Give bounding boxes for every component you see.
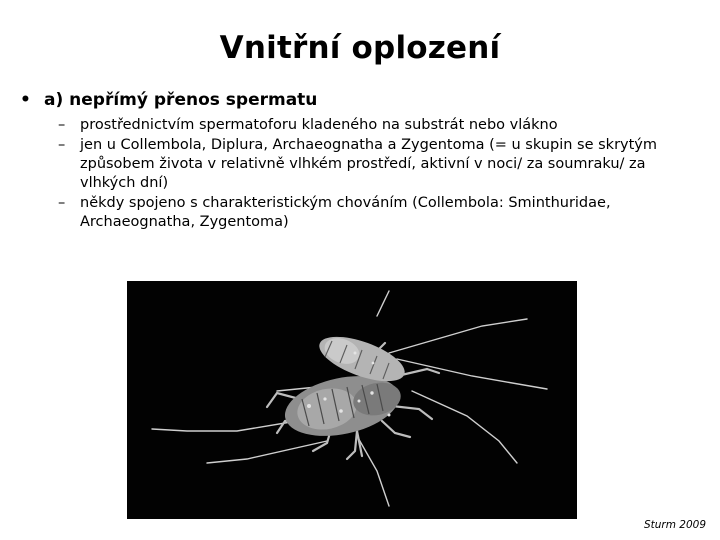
dash-marker: –	[58, 137, 66, 153]
dash-marker: –	[58, 117, 66, 133]
sub-bullet-item	[58, 194, 688, 232]
bristletail-pair-illustration	[127, 281, 577, 519]
main-bullet-text: a) nepřímý přenos spermatu	[44, 90, 318, 110]
insect-photo	[127, 281, 577, 519]
bullet-marker: •	[20, 90, 31, 110]
sub-bullet-text: někdy spojeno s charakteristickým chováním (Collembola: Sminthuridae, Archaeognatha, Zygentoma)	[80, 195, 611, 230]
sub-bullet-item	[58, 136, 688, 193]
sub-bullet-list	[58, 116, 688, 233]
main-bullet	[20, 90, 317, 110]
dash-marker: –	[58, 195, 66, 211]
sub-bullet-item	[58, 116, 688, 135]
sub-bullet-text: prostřednictvím spermatoforu kladeného na substrát nebo vlákno	[80, 117, 558, 133]
slide-title: Vnitřní oplození	[219, 30, 501, 66]
sub-bullet-text: jen u Collembola, Diplura, Archaeognatha a Zygentoma (= u skupin se skrytým způsobem života v relativně vlhkém prostředí, aktivní v noci/ za soumraku/ za vlhkých dní)	[80, 137, 657, 191]
photo-credit: Sturm 2009	[643, 519, 706, 531]
